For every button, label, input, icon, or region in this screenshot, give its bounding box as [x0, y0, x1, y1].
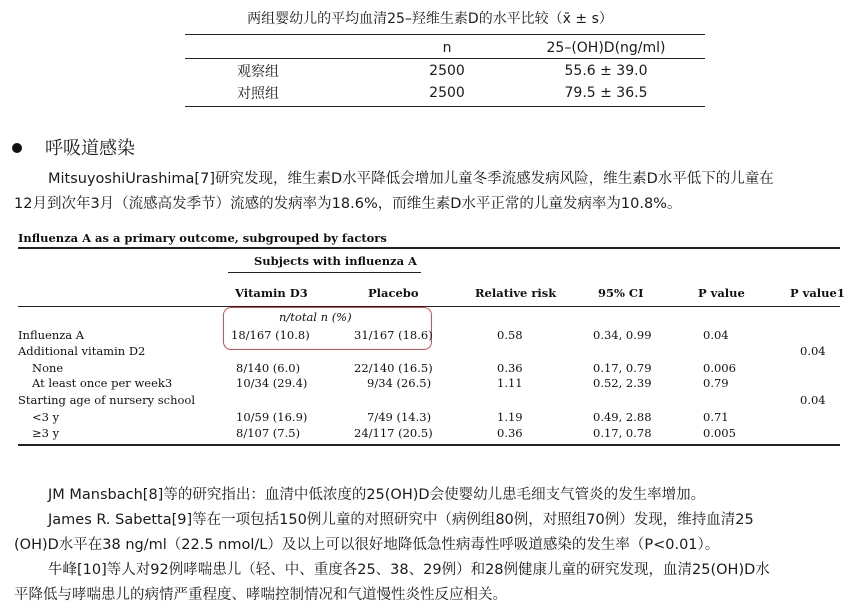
table1-group-cell: 对照组	[237, 86, 279, 102]
table2-header-rr: Relative risk	[475, 286, 557, 300]
table2-header-ci: 95% CI	[598, 286, 644, 300]
table2-placebo-cell: 22/140 (16.5)	[354, 361, 433, 375]
table2-row-label: Starting age of nursery school	[18, 393, 196, 407]
table1-header-cell	[185, 36, 387, 60]
table2-ci-cell: 0.52, 2.39	[593, 376, 652, 390]
table2-row-label: ≥3 y	[32, 426, 60, 440]
table2-vitd-cell: 10/59 (16.9)	[236, 410, 308, 424]
table2-placebo-cell: 9/34 (26.5)	[367, 376, 432, 390]
table1-n-cell: 2500	[429, 85, 465, 101]
para1-line2: 12月到次年3月（流感高发季节）流感的发病率为18.6%，而维生素D水平正常的儿童发病率为10.8%。	[14, 196, 682, 212]
table2-p-cell: 0.006	[703, 361, 736, 375]
para2-line4: 牛峰[10]等人对92例哮喘患儿（轻、中、重度各25、38、29例）和28例健康儿童的研究发现，血清25(OH)D水	[48, 562, 770, 578]
table2-placebo-cell: 24/117 (20.5)	[354, 426, 433, 440]
table2-header-vitd: Vitamin D3	[235, 286, 308, 300]
table2-ci-cell: 0.17, 0.79	[593, 361, 652, 375]
table2-p1-cell: 0.04	[800, 344, 826, 358]
table2-rr-cell: 0.36	[497, 361, 523, 375]
table2-group-header: Subjects with influenza A	[254, 254, 417, 268]
table1-bottom-rule	[185, 106, 705, 107]
table1-title: 两组婴幼儿的平均血清25–羟维生素D的水平比较（x̄ ± s）	[247, 11, 613, 27]
table2-p-cell: 0.005	[703, 426, 736, 440]
table2-vitd-cell: 10/34 (29.4)	[236, 376, 308, 390]
table2-row-label: Additional vitamin D2	[18, 344, 146, 358]
table2-rr-cell: 1.11	[497, 376, 523, 390]
table2-p-cell: 0.04	[703, 328, 729, 342]
table2-vitd-cell: 18/167 (10.8)	[231, 328, 310, 342]
table2-header-p1: P value1	[790, 286, 845, 300]
table2-row-label: None	[32, 361, 64, 375]
table2-p-cell: 0.71	[703, 410, 729, 424]
table2-subheader: n/total n (%)	[279, 310, 352, 324]
table2-top-rule	[18, 247, 840, 249]
para1-line1: MitsuyoshiUrashima[7]研究发现，维生素D水平降低会增加儿童冬季流感发病风险，维生素D水平低下的儿童在	[48, 171, 774, 187]
table2-header-p: P value	[698, 286, 745, 300]
table2-ci-cell: 0.34, 0.99	[593, 328, 652, 342]
table2-row-label: Influenza A	[18, 328, 85, 342]
table2-vitd-cell: 8/107 (7.5)	[236, 426, 301, 440]
table2-group-rule	[228, 272, 421, 273]
table1-header-cell: n	[442, 40, 452, 56]
table1	[185, 36, 705, 104]
table1-top-rule	[185, 34, 705, 35]
table1-value-cell: 79.5 ± 36.5	[564, 85, 648, 101]
para2-line3: (OH)D水平在38 ng/ml（22.5 nmol/L）及以上可以很好地降低急性病毒性呼吸道感染的发生率（P<0.01）。	[14, 537, 720, 553]
table2-p-cell: 0.79	[703, 376, 729, 390]
table2-rr-cell: 0.36	[497, 426, 523, 440]
table2-row-label: <3 y	[32, 410, 60, 424]
table2-rr-cell: 1.19	[497, 410, 523, 424]
table2-header-placebo: Placebo	[368, 286, 419, 300]
table2-vitd-cell: 8/140 (6.0)	[236, 361, 301, 375]
table2-placebo-cell: 7/49 (14.3)	[367, 410, 432, 424]
table2-ci-cell: 0.49, 2.88	[593, 410, 652, 424]
table2-caption: Influenza A as a primary outcome, subgrouped by factors	[18, 231, 387, 245]
table1-group-cell: 观察组	[237, 64, 279, 80]
table1-n-cell: 2500	[429, 63, 465, 79]
table2-rr-cell: 0.58	[497, 328, 523, 342]
table1-value-cell: 55.6 ± 39.0	[564, 63, 648, 79]
table2-ci-cell: 0.17, 0.78	[593, 426, 652, 440]
table-row	[185, 82, 705, 104]
para2-line1: JM Mansbach[8]等的研究指出：血清中低浓度的25(OH)D会使婴幼儿患毛细支气管炎的发生率增加。	[48, 487, 706, 503]
table2-p1-cell: 0.04	[800, 393, 826, 407]
table1-header-row	[185, 36, 705, 60]
bullet-icon	[12, 143, 22, 153]
table2-row-label: At least once per week3	[32, 376, 173, 390]
table-row	[185, 60, 705, 82]
table1-header-cell: 25–(OH)D(ng/ml)	[546, 40, 666, 56]
section-title: 呼吸道感染	[45, 138, 135, 159]
table2-bottom-rule	[18, 444, 840, 446]
table2-header-rule	[18, 306, 840, 307]
para2-line5: 平降低与哮喘患儿的病情严重程度、哮喘控制情况和气道慢性炎性反应相关。	[14, 587, 507, 603]
para2-line2: James R. Sabetta[9]等在一项包括150例儿童的对照研究中（病例组80例，对照组70例）发现，维持血清25	[48, 512, 754, 528]
table2-placebo-cell: 31/167 (18.6)	[354, 328, 433, 342]
